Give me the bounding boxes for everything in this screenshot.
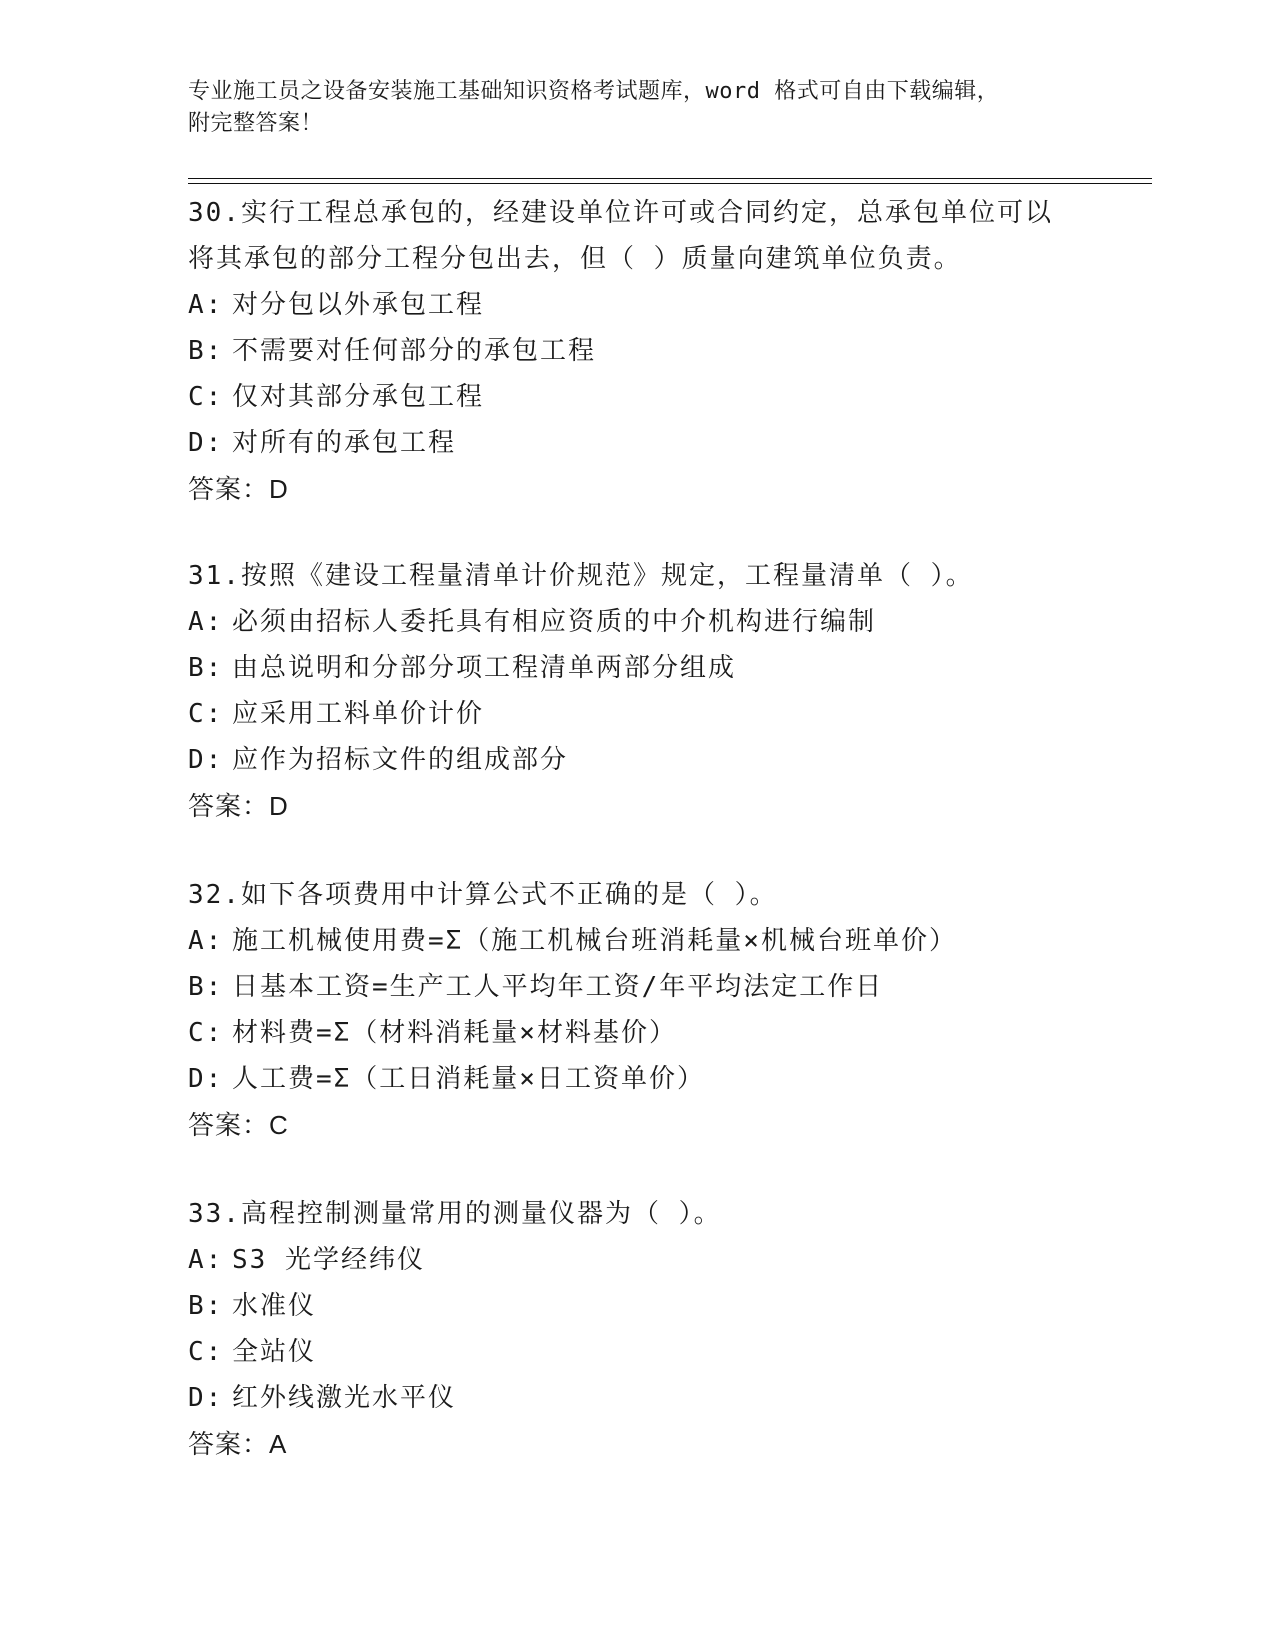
option-key: C: <box>188 1337 224 1367</box>
option-a <box>188 282 1088 328</box>
document-header <box>188 76 1088 140</box>
option-text: 全站仪 <box>232 1337 317 1367</box>
option-key: A: <box>188 926 224 956</box>
option-text: 必须由招标人委托具有相应资质的中介机构进行编制 <box>232 607 877 637</box>
option-key: B: <box>188 653 224 683</box>
option-d <box>188 1375 1088 1421</box>
question-stem: 32.如下各项费用中计算公式不正确的是（ ）。 <box>188 880 778 910</box>
option-b <box>188 328 1088 374</box>
option-key: C: <box>188 1018 224 1048</box>
question-30 <box>188 190 1088 512</box>
question-32 <box>188 872 1088 1148</box>
question-33 <box>188 1191 1088 1467</box>
header-line-1: 专业施工员之设备安装施工基础知识资格考试题库，word 格式可自由下载编辑， <box>188 79 1000 104</box>
option-key: D: <box>188 1064 224 1094</box>
option-key: B: <box>188 336 224 366</box>
option-text: 人工费=Σ（工日消耗量×日工资单价） <box>232 1064 705 1094</box>
option-text: 对所有的承包工程 <box>232 428 457 458</box>
option-key: B: <box>188 1291 224 1321</box>
option-text: 应采用工料单价计价 <box>232 699 485 729</box>
option-c <box>188 691 1088 737</box>
option-key: A: <box>188 1245 224 1275</box>
option-text: 由总说明和分部分项工程清单两部分组成 <box>232 653 737 683</box>
option-d <box>188 1056 1088 1102</box>
option-c <box>188 1329 1088 1375</box>
answer-line: 答案：D <box>188 791 289 821</box>
answer-line: 答案：C <box>188 1110 289 1140</box>
question-stem: 33.高程控制测量常用的测量仪器为（ ）。 <box>188 1199 722 1229</box>
option-key: A: <box>188 607 224 637</box>
option-text: S3 光学经纬仪 <box>232 1245 425 1275</box>
option-key: C: <box>188 382 224 412</box>
option-key: B: <box>188 972 224 1002</box>
header-divider-top <box>188 178 1152 179</box>
option-b <box>188 645 1088 691</box>
option-key: A: <box>188 290 224 320</box>
header-divider-bottom <box>188 183 1152 184</box>
question-stem-continued: 将其承包的部分工程分包出去，但（ ）质量向建筑单位负责。 <box>188 244 962 274</box>
option-d <box>188 420 1088 466</box>
option-text: 对分包以外承包工程 <box>232 290 485 320</box>
option-b <box>188 964 1088 1010</box>
option-text: 水准仪 <box>232 1291 317 1321</box>
option-key: D: <box>188 745 224 775</box>
option-b <box>188 1283 1088 1329</box>
question-stem: 30.实行工程总承包的，经建设单位许可或合同约定，总承包单位可以 <box>188 198 1053 228</box>
option-d <box>188 737 1088 783</box>
option-a <box>188 918 1088 964</box>
question-31 <box>188 553 1088 829</box>
option-text: 日基本工资=生产工人平均年工资/年平均法定工作日 <box>232 972 884 1002</box>
answer-line: 答案：D <box>188 474 289 504</box>
question-stem: 31.按照《建设工程量清单计价规范》规定，工程量清单（ ）。 <box>188 561 974 591</box>
option-text: 红外线激光水平仪 <box>232 1383 457 1413</box>
header-line-2: 附完整答案！ <box>188 111 324 136</box>
option-c <box>188 374 1088 420</box>
option-key: D: <box>188 1383 224 1413</box>
option-text: 材料费=Σ（材料消耗量×材料基价） <box>232 1018 677 1048</box>
option-text: 不需要对任何部分的承包工程 <box>232 336 597 366</box>
option-a <box>188 1237 1088 1283</box>
option-text: 仅对其部分承包工程 <box>232 382 485 412</box>
option-a <box>188 599 1088 645</box>
option-key: D: <box>188 428 224 458</box>
option-text: 施工机械使用费=Σ（施工机械台班消耗量×机械台班单价） <box>232 926 957 956</box>
answer-line: 答案：A <box>188 1429 288 1459</box>
option-key: C: <box>188 699 224 729</box>
option-c <box>188 1010 1088 1056</box>
option-text: 应作为招标文件的组成部分 <box>232 745 569 775</box>
